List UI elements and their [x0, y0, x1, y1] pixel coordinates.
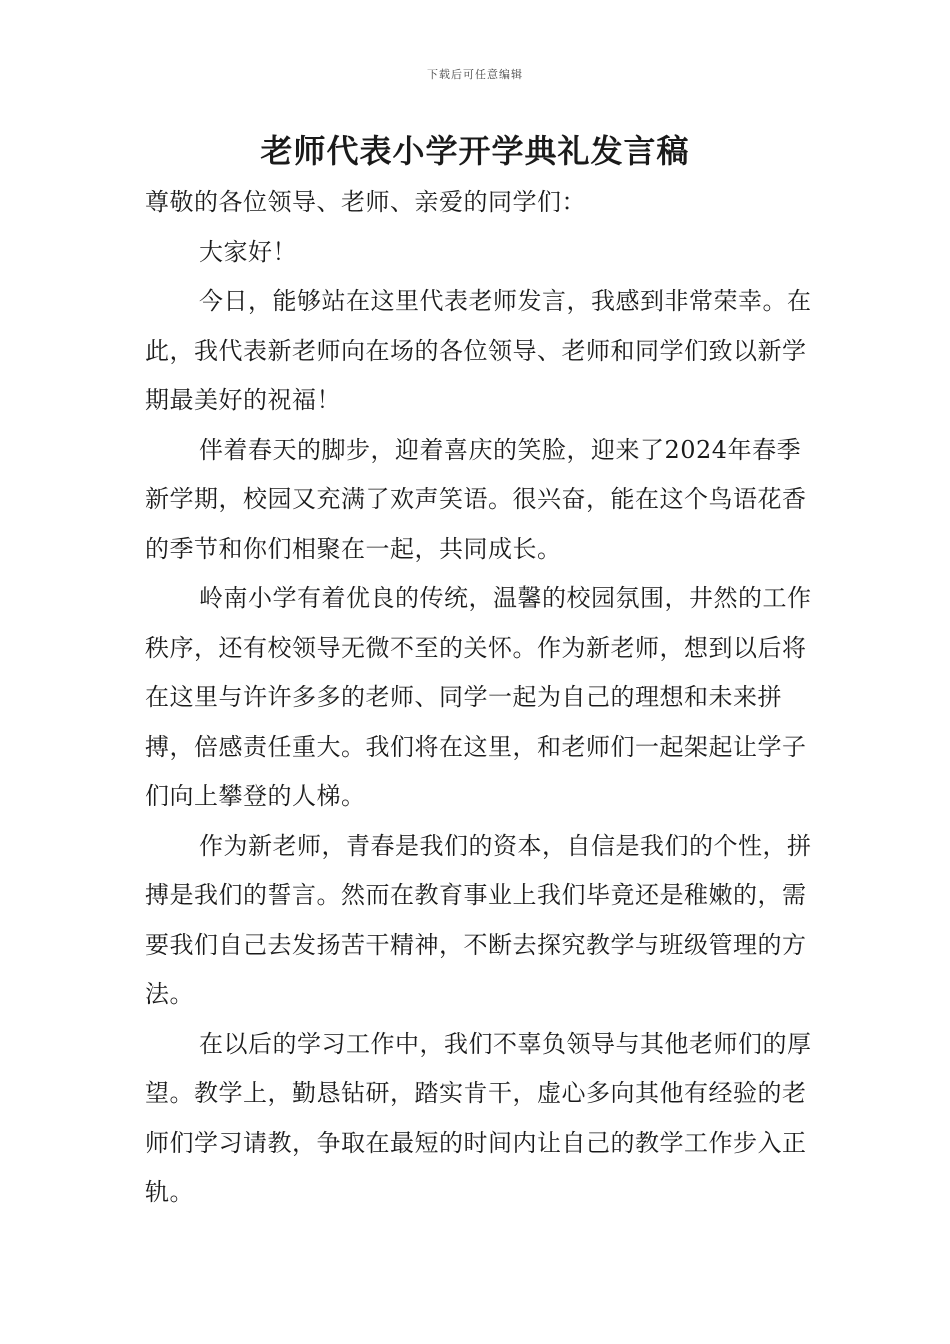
- paragraph-school-tradition: 岭南小学有着优良的传统，温馨的校园氛围，井然的工作秩序，还有校领导无微不至的关怀。作为新老师，想到以后将在这里与许许多多的老师、同学一起为自己的理想和未来拼搏，倍感责任重大。我们将在这里，和老师们一起架起让学子们向上攀登的人梯。: [145, 584, 812, 810]
- paragraph-opening: 今日，能够站在这里代表老师发言，我感到非常荣幸。在此，我代表新老师向在场的各位领导、老师和同学们致以新学期最美好的祝福！: [145, 287, 812, 414]
- speech-body: [145, 178, 825, 1218]
- header-note: 下载后可任意编辑: [427, 68, 523, 81]
- paragraph-youth: 作为新老师，青春是我们的资本，自信是我们的个性，拼搏是我们的誓言。然而在教育事业上我们毕竟还是稚嫩的，需要我们自己去发扬苦干精神，不断去探究教学与班级管理的方法。: [145, 831, 812, 1008]
- document-title: 老师代表小学开学典礼发言稿: [260, 132, 690, 170]
- paragraph-greeting: 大家好！: [199, 237, 297, 266]
- paragraph-commitment: 在以后的学习工作中，我们不辜负领导与其他老师们的厚望。教学上，勤恳钻研，踏实肯干，虚心多向其他有经验的老师们学习请教，争取在最短的时间内让自己的教学工作步入正轨。: [145, 1029, 812, 1206]
- salutation: 尊敬的各位领导、老师、亲爱的同学们：: [145, 188, 586, 216]
- paragraph-spring-semester: 伴着春天的脚步，迎着喜庆的笑脸，迎来了2024年春季新学期，校园又充满了欢声笑语。很兴奋，能在这个鸟语花香的季节和你们相聚在一起，共同成长。: [145, 435, 807, 563]
